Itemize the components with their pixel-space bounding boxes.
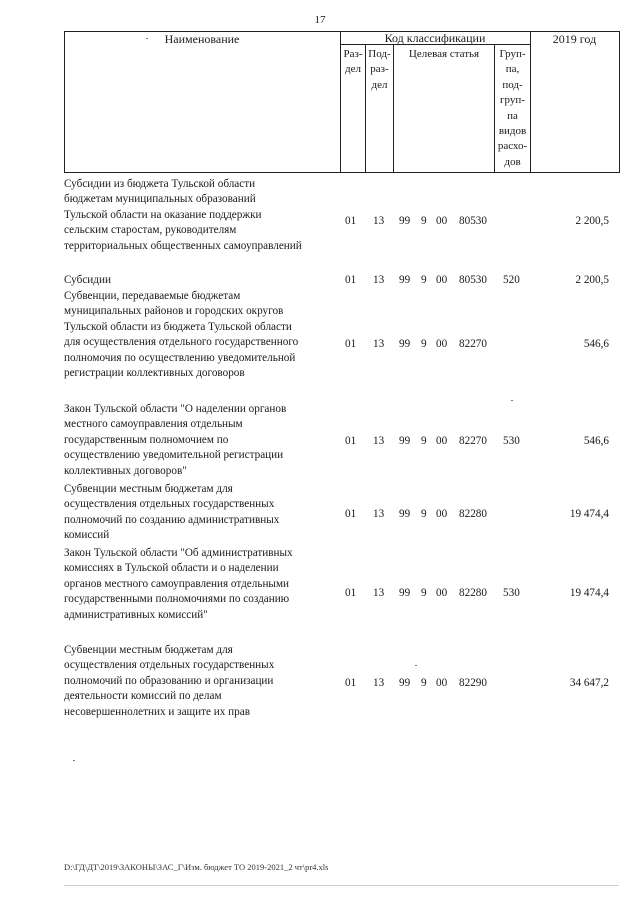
header-bottom-border xyxy=(64,172,620,173)
row-podrazdel: 13 xyxy=(373,338,385,350)
row-target-1: 99 xyxy=(399,338,411,350)
row-amount: 19 474,4 xyxy=(569,508,609,520)
row-group: 530 xyxy=(503,587,520,599)
row-target-3: 00 xyxy=(436,508,448,520)
row-target-4: 82290 xyxy=(459,677,487,689)
row-target-1: 99 xyxy=(399,215,411,227)
row-amount: 2 200,5 xyxy=(575,215,609,227)
row-target-4: 82270 xyxy=(459,338,487,350)
row-group: 520 xyxy=(503,274,520,286)
row-target-3: 00 xyxy=(436,338,448,350)
footer-file-path: D:\ГД\ДТ\2019\ЗАКОНЫ\ЗАС_Г\Изм. бюджет ТО 2019-2021_2 чт\pr4.xls xyxy=(64,862,329,872)
row-amount: 546,6 xyxy=(583,435,609,447)
scan-speck xyxy=(511,400,513,401)
row-razdel: 01 xyxy=(345,435,357,447)
header-year: 2019 год xyxy=(552,32,597,46)
row-target-1: 99 xyxy=(399,274,411,286)
row-podrazdel: 13 xyxy=(373,587,385,599)
row-target-3: 00 xyxy=(436,677,448,689)
header-divider-group xyxy=(530,31,531,173)
row-name: Закон Тульской области "О наделении органов местного самоуправления отдельным государственным полномочием по осуществлению уведомительной регистрации коллективных договоров" xyxy=(64,403,287,477)
row-razdel: 01 xyxy=(345,587,357,599)
row-name: Субвенции местным бюджетам для осуществления отдельных государственных полномочий по созданию административных комиссий xyxy=(64,483,280,542)
row-target-2: 9 xyxy=(421,338,427,350)
row-podrazdel: 13 xyxy=(373,677,385,689)
header-left-border xyxy=(64,31,65,173)
row-target-4: 82280 xyxy=(459,587,487,599)
row-podrazdel: 13 xyxy=(373,274,385,286)
row-name: Закон Тульской области "Об административных комиссиях в Тульской области и о наделении органов местного самоуправления отдельными государственными полномочиями по созданию административных комиссий" xyxy=(64,547,293,621)
scan-speck xyxy=(146,38,148,39)
row-target-4: 82280 xyxy=(459,508,487,520)
row-name: Субвенции, передаваемые бюджетам муниципальных районов и городских округов Тульской области из бюджета Тульской области для осуществления отдельного государственного полномочия по осуществлению уведомительной регистрации коллективных договоров xyxy=(64,290,299,380)
row-target-3: 00 xyxy=(436,435,448,447)
row-target-2: 9 xyxy=(421,215,427,227)
header-group: Груп- па, под- груп- па видов расхо- дов xyxy=(497,48,528,168)
row-target-3: 00 xyxy=(436,587,448,599)
scan-speck xyxy=(415,665,417,666)
row-name: Субсидии xyxy=(64,274,111,286)
header-right-border xyxy=(619,31,620,173)
row-amount: 2 200,5 xyxy=(575,274,609,286)
row-podrazdel: 13 xyxy=(373,215,385,227)
row-amount: 546,6 xyxy=(583,338,609,350)
row-name: Субсидии из бюджета Тульской области бюджетам муниципальных образований Тульской области на оказание поддержки сельским старостам, руководителям территориальных общественных самоуправлений xyxy=(64,178,302,252)
row-razdel: 01 xyxy=(345,338,357,350)
row-razdel: 01 xyxy=(345,215,357,227)
row-target-4: 80530 xyxy=(459,215,487,227)
row-target-2: 9 xyxy=(421,435,427,447)
header-divider-podrazdel xyxy=(393,44,394,173)
row-podrazdel: 13 xyxy=(373,435,385,447)
row-razdel: 01 xyxy=(345,508,357,520)
row-name: Субвенции местным бюджетам для осуществления отдельных государственных полномочий по образованию и организации деятельности комиссий по делам несовершеннолетних и защите их прав xyxy=(64,644,275,718)
row-group: 530 xyxy=(503,435,520,447)
footer-divider xyxy=(64,885,619,886)
page-number: 17 xyxy=(314,14,326,26)
row-target-3: 00 xyxy=(436,274,448,286)
header-name: Наименование xyxy=(164,32,240,46)
row-razdel: 01 xyxy=(345,677,357,689)
row-target-1: 99 xyxy=(399,587,411,599)
row-target-4: 80530 xyxy=(459,274,487,286)
header-classification: Код классификации xyxy=(384,31,486,45)
row-target-2: 9 xyxy=(421,508,427,520)
row-target-4: 82270 xyxy=(459,435,487,447)
row-razdel: 01 xyxy=(345,274,357,286)
row-podrazdel: 13 xyxy=(373,508,385,520)
row-target-1: 99 xyxy=(399,508,411,520)
scan-speck xyxy=(73,760,75,761)
row-target-1: 99 xyxy=(399,435,411,447)
header-razdel: Раз- дел xyxy=(343,48,363,76)
row-target-2: 9 xyxy=(421,587,427,599)
row-target-1: 99 xyxy=(399,677,411,689)
row-target-3: 00 xyxy=(436,215,448,227)
row-amount: 19 474,4 xyxy=(569,587,609,599)
row-target-2: 9 xyxy=(421,274,427,286)
row-amount: 34 647,2 xyxy=(569,677,609,689)
header-target: Целевая статья xyxy=(408,48,480,60)
row-target-2: 9 xyxy=(421,677,427,689)
header-podrazdel: Под- раз- дел xyxy=(368,48,391,91)
